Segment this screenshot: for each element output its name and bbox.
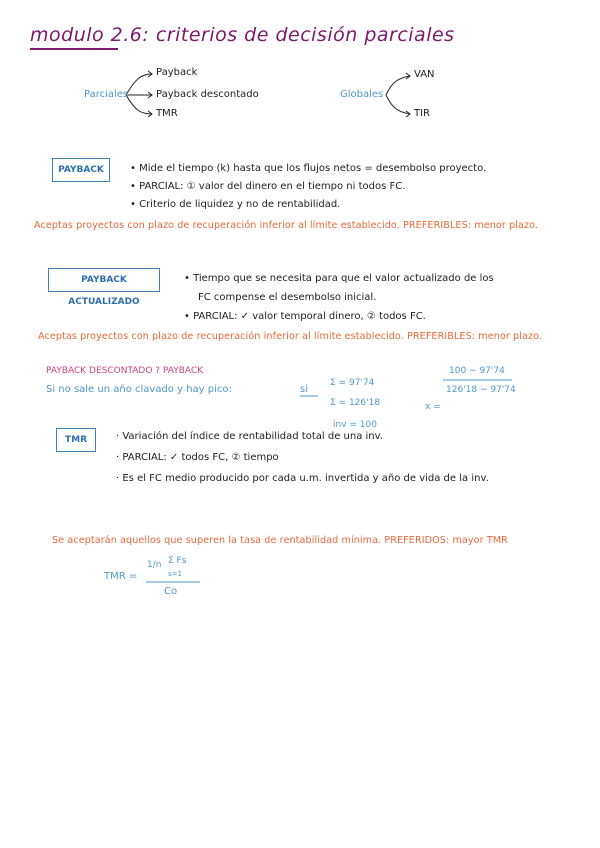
tmr-formula-sum-limits: s=1: [168, 570, 182, 578]
parciales-label: Parciales: [84, 89, 129, 100]
tmr-box: TMR: [56, 428, 96, 452]
payback-descontado-line-3: inv = 100: [333, 420, 377, 430]
payback-note: Aceptas proyectos con plazo de recuperación inferior al límite establecido. PREFERIBLES: menor plazo.: [34, 220, 539, 231]
payback-descontado-si: si: [300, 384, 308, 395]
payback-descontado-text: Si no sale un año clavado y hay pico:: [46, 384, 232, 395]
tmr-bullet-1: · Variación del índice de rentabilidad total de una inv.: [116, 431, 383, 442]
payback-descontado-formula-var: x =: [425, 402, 441, 412]
parciales-item-tmr: TMR: [156, 108, 178, 119]
payback-descontado-heading: PAYBACK DESCONTADO ? PAYBACK: [46, 366, 204, 376]
payback-bullet-1: • Mide el tiempo (k) hasta que los flujos netos = desembolso proyecto.: [130, 163, 487, 174]
payback-actualizado-bullet-2: FC compense el desembolso inicial.: [198, 292, 377, 303]
payback-descontado-formula-num: 100 − 97'74: [449, 366, 505, 376]
tmr-formula-sum: Σ Fs: [168, 556, 187, 566]
payback-actualizado-note: Aceptas proyectos con plazo de recuperación inferior al límite establecido. PREFERIBLES: menor plazo.: [38, 331, 543, 342]
tmr-note: Se aceptarán aquellos que superen la tasa de rentabilidad mínima. PREFERIDOS: mayor TMR: [52, 535, 508, 546]
payback-actualizado-box: PAYBACK ACTUALIZADO: [48, 268, 160, 292]
tmr-formula-frac: 1/n: [147, 560, 162, 570]
page-title: modulo 2.6: criterios de decisión parciales: [30, 24, 455, 46]
tmr-bullet-2: · PARCIAL: ✓ todos FC, ② tiempo: [116, 452, 279, 463]
tmr-formula-lhs: TMR =: [104, 571, 138, 582]
parciales-item-payback: Payback: [156, 67, 198, 78]
payback-descontado-formula-den: 126'18 − 97'74: [446, 385, 516, 395]
globales-label: Globales: [340, 89, 384, 100]
payback-bullet-3: • Criterio de liquidez y no de rentabilidad.: [130, 199, 341, 210]
payback-bullet-2: • PARCIAL: ① valor del dinero en el tiempo ni todos FC.: [130, 181, 406, 192]
payback-descontado-line-2: Σ = 126'18: [330, 398, 381, 408]
tmr-bullet-3: · Es el FC medio producido por cada u.m. invertida y año de vida de la inv.: [116, 473, 489, 484]
tmr-formula-den: Co: [164, 586, 178, 597]
payback-actualizado-bullet-1: • Tiempo que se necesita para que el valor actualizado de los: [184, 273, 494, 284]
globales-item-van: VAN: [414, 69, 435, 80]
globales-item-tir: TIR: [414, 108, 431, 119]
payback-descontado-line-1: Σ = 97'74: [330, 378, 375, 388]
payback-actualizado-bullet-3: • PARCIAL: ✓ valor temporal dinero, ② todos FC.: [184, 311, 426, 322]
payback-box: PAYBACK: [52, 158, 110, 182]
parciales-item-payback-descontado: Payback descontado: [156, 89, 259, 100]
